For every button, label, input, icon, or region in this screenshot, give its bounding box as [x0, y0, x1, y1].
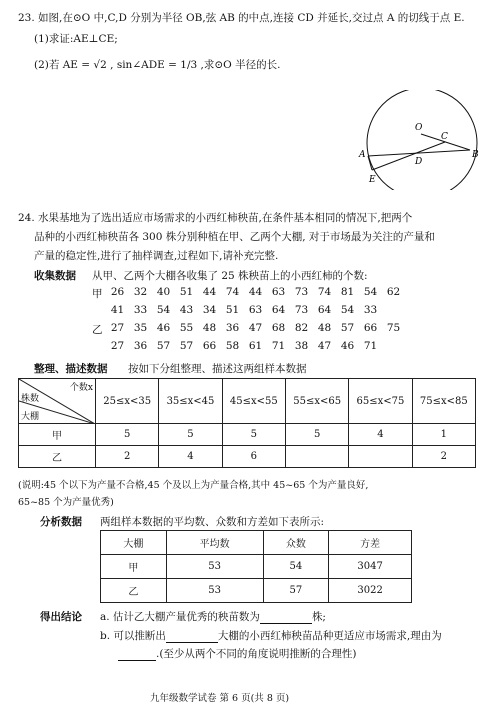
- collect-text: 从甲、乙两个大棚各收集了 25 株秧苗上的小西红柿的个数:: [92, 270, 368, 282]
- column-header: 方差: [329, 531, 412, 555]
- table-cell: 5: [96, 424, 159, 446]
- conclude-b-prefix: b. 可以推断出: [100, 630, 166, 642]
- table-cell: 1: [412, 424, 475, 446]
- table-row: [19, 424, 476, 446]
- organize-title: 整理、描述数据: [34, 363, 108, 375]
- table-cell: [285, 446, 348, 468]
- table-row: [101, 555, 412, 579]
- organize-text: 按如下分组整理、描述这两组样本数据: [128, 363, 307, 375]
- answer-blank[interactable]: [118, 660, 156, 661]
- column-header: 平均数: [166, 531, 263, 555]
- analyze-title: 分析数据: [40, 516, 82, 528]
- table-cell: 2: [96, 446, 159, 468]
- conclude-b-line2: [118, 646, 357, 661]
- analyze-text: 两组样本数据的平均数、众数和方差如下表所示:: [100, 516, 325, 528]
- note-line1: (说明:45 个以下为产量不合格,45 个及以上为产量合格,其中 45~65 个为产量良好,: [18, 480, 369, 491]
- label-E: E: [369, 175, 376, 185]
- q23-statement-line1: 23. 如图,在⊙O 中,C,D 分别为半径 OB,弦 AB 的中点,连接 CD 并延长,交过点 A 的切线于点 E.: [18, 12, 465, 24]
- conclude-b: [100, 628, 442, 643]
- jia-row2: 41 33 54 43 34 51 63 64 73 64 54 33: [110, 304, 378, 316]
- q23-part1: (1)求证:AE⊥CE;: [34, 33, 118, 45]
- table-cell: 6: [222, 446, 285, 468]
- row-label: 甲: [19, 424, 96, 446]
- table-cell: 54: [263, 555, 329, 579]
- table-cell: 4: [159, 446, 222, 468]
- row-label: 乙: [19, 446, 96, 468]
- label-C: C: [441, 132, 448, 142]
- q23-part2: (2)若 AE = √2 , sin∠ADE = 1/3 ,求⊙O 半径的长.: [34, 59, 281, 71]
- frequency-table: [18, 378, 476, 468]
- q24-intro-line2: 品种的小西红柿秧苗各 300 株分别种植在甲、乙两个大棚, 对于市场最为关注的产量和: [34, 231, 435, 243]
- bin-header: 25≤x<35: [96, 379, 159, 424]
- table-cell: 5: [285, 424, 348, 446]
- conclude-a-prefix: a. 估计乙大棚产量优秀的秧苗数为: [100, 611, 260, 623]
- corner-top-label: 个数x: [69, 383, 93, 393]
- corner-bottom-label: 大棚: [21, 412, 40, 422]
- table-cell: 5: [222, 424, 285, 446]
- column-header: 大棚: [101, 531, 167, 555]
- conclude-b-line2-text: .(至少从两个不同的角度说明推断的合理性): [156, 648, 357, 660]
- label-O: O: [415, 123, 423, 133]
- q23-geometry-figure: [355, 90, 485, 190]
- table-cell: 53: [166, 555, 263, 579]
- conclude-a: [100, 609, 326, 624]
- yi-label: 乙: [92, 324, 103, 336]
- yi-row2: 27 36 57 57 66 58 61 71 38 47 46 71: [110, 340, 378, 352]
- frequency-table-corner: [19, 379, 96, 424]
- bin-header: 55≤x<65: [285, 379, 348, 424]
- collect-title: 收集数据: [34, 270, 76, 282]
- conclude-a-suffix: 株;: [311, 611, 326, 623]
- table-cell: 3047: [329, 555, 412, 579]
- table-cell: 甲: [101, 555, 167, 579]
- conclude-b-suffix: 大棚的小西红柿秧苗品种更适应市场需求,理由为: [217, 630, 442, 642]
- table-row: [101, 579, 412, 603]
- label-D: D: [415, 157, 423, 167]
- q24-intro-line1: 24. 水果基地为了选出适应市场需求的小西红柿秧苗,在条件基本相同的情况下,把两个: [18, 212, 413, 224]
- note-line2: 65~85 个为产量优秀): [18, 497, 114, 508]
- bin-header: 65≤x<75: [349, 379, 412, 424]
- table-cell: 53: [166, 579, 263, 603]
- label-A: A: [359, 150, 366, 160]
- bin-header: 35≤x<45: [159, 379, 222, 424]
- table-cell: [349, 446, 412, 468]
- table-cell: 5: [159, 424, 222, 446]
- table-cell: 4: [349, 424, 412, 446]
- conclude-title: 得出结论: [40, 611, 82, 623]
- corner-mid-label: 株数: [21, 394, 40, 404]
- label-B: B: [472, 150, 479, 160]
- jia-row1: 26 32 40 51 44 74 44 63 73 74 81 54 62: [110, 286, 401, 298]
- page-footer: 九年级数学试卷 第 6 页(共 8 页): [150, 693, 290, 704]
- q24-intro-line3: 产量的稳定性,进行了抽样调查,过程如下,请补充完整.: [34, 250, 279, 262]
- jia-label: 甲: [92, 288, 103, 300]
- stats-table: [100, 530, 412, 603]
- bin-header: 45≤x<55: [222, 379, 285, 424]
- answer-blank[interactable]: [260, 623, 312, 624]
- bin-header: 75≤x<85: [412, 379, 475, 424]
- table-cell: 3022: [329, 579, 412, 603]
- table-row: [19, 446, 476, 468]
- column-header: 众数: [263, 531, 329, 555]
- answer-blank[interactable]: [166, 642, 218, 643]
- table-cell: 乙: [101, 579, 167, 603]
- table-header-row: [101, 531, 412, 555]
- table-cell: 57: [263, 579, 329, 603]
- table-cell: 2: [412, 446, 475, 468]
- yi-row1: 27 35 46 55 48 36 47 68 82 48 57 66 75: [110, 322, 401, 334]
